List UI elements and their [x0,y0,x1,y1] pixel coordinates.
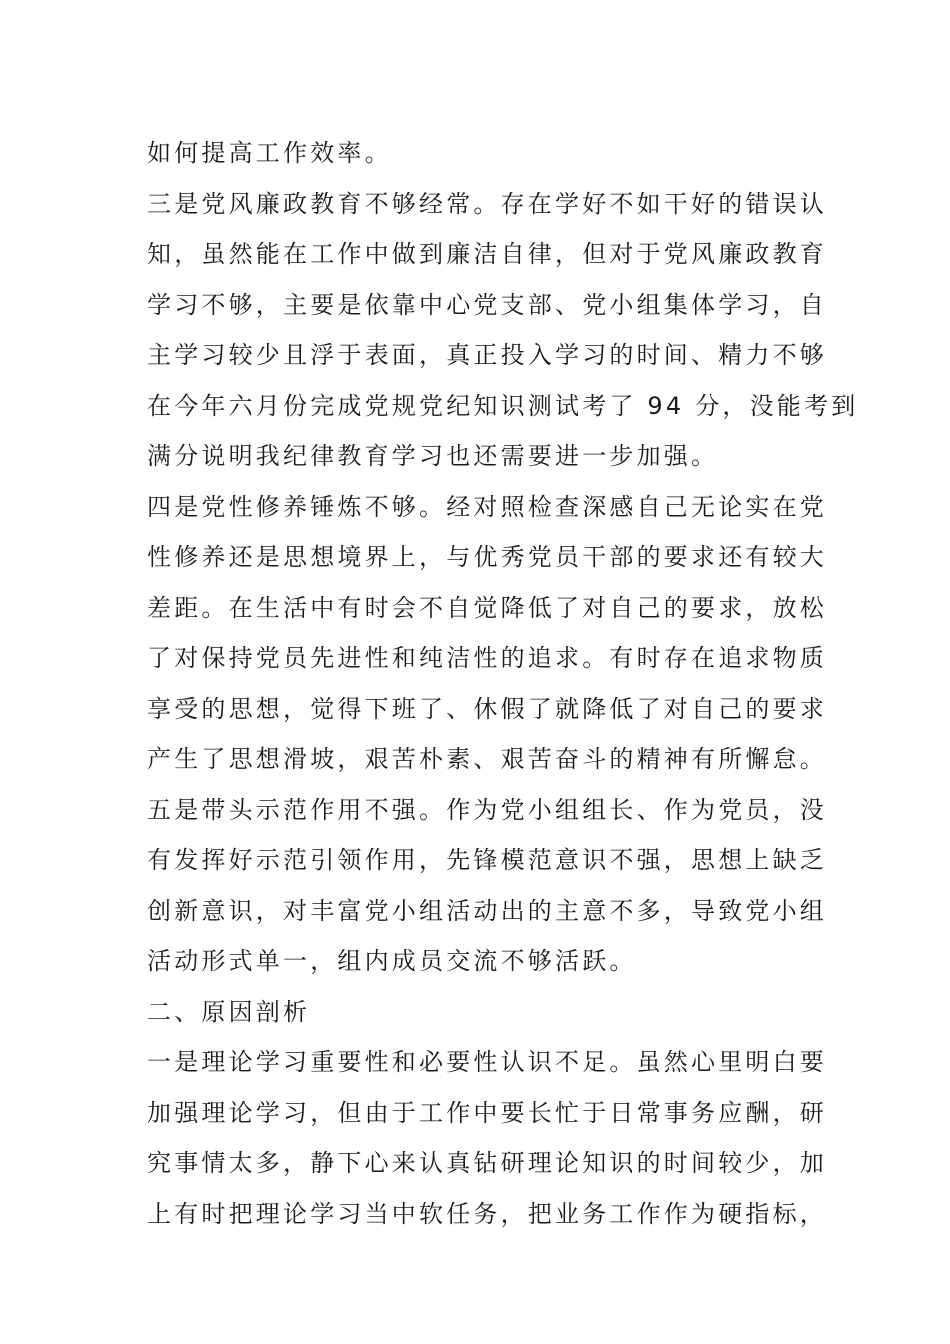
text-line: 五是带头示范作用不强。作为党小组组长、作为党员，没 [147,795,827,824]
section-heading-cause-analysis [147,987,807,1038]
text-line: 性修养还是思想境界上，与优秀党员干部的要求还有较大 [147,543,827,571]
text-line: 满分说明我纪律教育学习也还需要进一步加强。 [147,442,719,470]
text-line: 活动形式单一，组内成员交流不够活跃。 [147,947,637,975]
paragraph-point-five [147,785,827,987]
text-line: 差距。在生活中有时会不自觉降低了对自己的要求，放松 [147,593,827,622]
section-heading: 二、原因剖析 [147,997,311,1026]
text-line: 在今年六月份完成党规党纪知识测试考了 94 分，没能考到 [147,391,859,420]
text-line: 了对保持党员先进性和纯洁性的追求。有时存在追求物质 [147,644,827,672]
paragraph-efficiency-tail [147,128,807,179]
paragraph-point-four [147,482,827,785]
paragraph-point-three [147,179,859,482]
text-line: 知，虽然能在工作中做到廉洁自律，但对于党风廉政教育 [147,240,827,268]
text-line: 学习不够，主要是依靠中心党支部、党小组集体学习，自 [147,290,827,319]
text-line: 上有时把理论学习当中软任务，把业务工作作为硬指标， [147,1199,827,1228]
text-line: 产生了思想滑坡，艰苦朴素、艰苦奋斗的精神有所懈怠。 [147,745,827,773]
text-line: 如何提高工作效率。 [147,139,392,167]
paragraph-cause-one [147,1037,827,1239]
text-line: 享受的思想，觉得下班了、休假了就降低了对自己的要求 [147,694,827,723]
text-line: 三是党风廉政教育不够经常。存在学好不如干好的错误认 [147,189,827,218]
text-line: 有发挥好示范引领作用，先锋模范意识不强，思想上缺乏 [147,846,827,874]
document-page [147,128,859,1239]
text-line: 一是理论学习重要性和必要性认识不足。虽然心里明白要 [147,1048,827,1076]
text-line: 四是党性修养锤炼不够。经对照检查深感自己无论实在党 [147,492,827,521]
text-line: 究事情太多，静下心来认真钻研理论知识的时间较少，加 [147,1149,827,1177]
text-line: 主学习较少且浮于表面，真正投入学习的时间、精力不够 [147,341,827,369]
text-line: 加强理论学习，但由于工作中要长忙于日常事务应酬，研 [147,1098,827,1127]
text-line: 创新意识，对丰富党小组活动出的主意不多，导致党小组 [147,896,827,925]
